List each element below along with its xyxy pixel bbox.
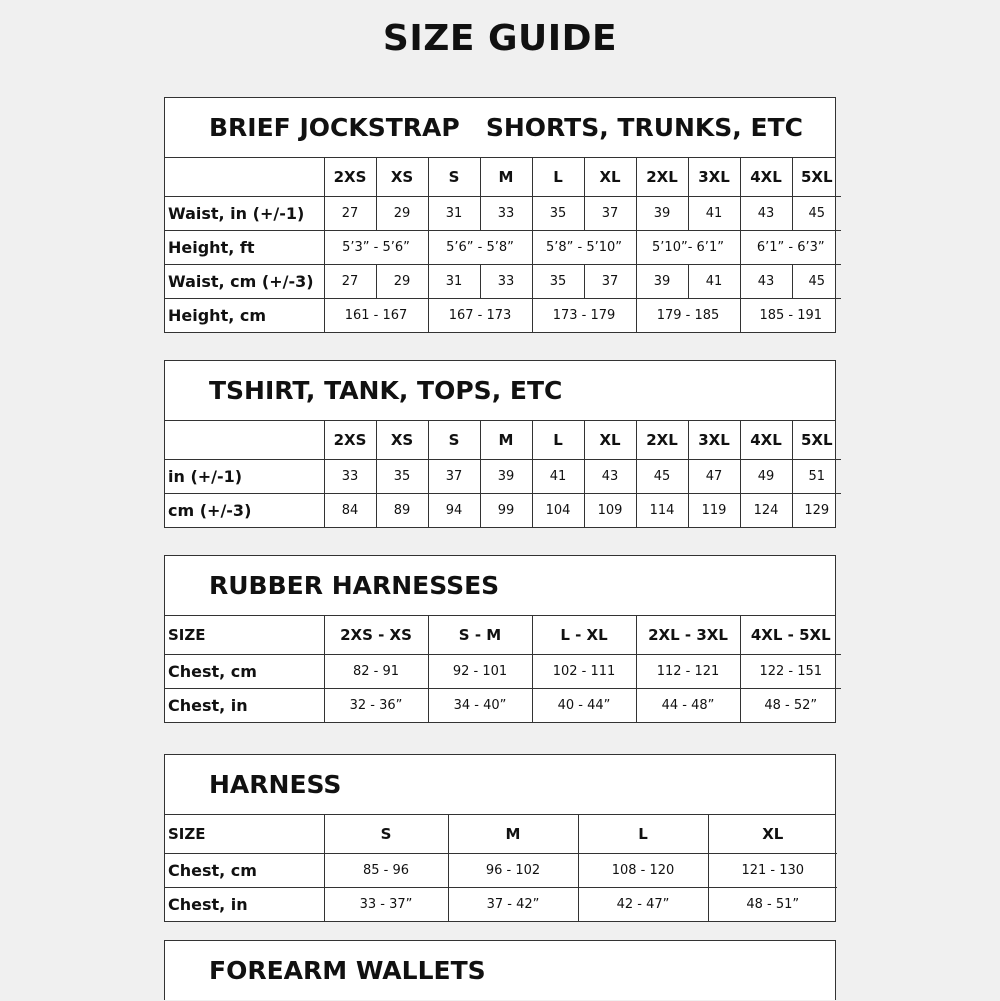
table-row [165,459,841,493]
table-cell: 35 [376,459,428,493]
table-row [165,688,841,722]
size-header: 2XL - 3XL [636,616,740,654]
table-row [165,298,841,332]
table-cell: 179 - 185 [636,298,740,332]
row-label: in (+/-1) [165,459,324,493]
size-table-harness [165,815,837,921]
size-header: 5XL [792,158,841,196]
size-header: 3XL [688,158,740,196]
size-header: 4XL [740,158,792,196]
size-header: 2XS [324,158,376,196]
table-row [165,493,841,527]
table-cell: 109 [584,493,636,527]
table-row [165,887,837,921]
table-cell: 5’6” - 5’8” [428,230,532,264]
table-cell: 82 - 91 [324,654,428,688]
table-cell: 121 - 130 [708,853,837,887]
size-header: XS [376,421,428,459]
row-label: cm (+/-3) [165,493,324,527]
table-cell: 37 [584,196,636,230]
size-header: S [324,815,448,853]
table-cell: 31 [428,196,480,230]
table-cell: 119 [688,493,740,527]
table-cell: 185 - 191 [759,307,823,323]
table-cell: 6’1” - 6’3” [740,230,841,264]
table-cell: 39 [636,196,688,230]
row-label: Chest, in [165,688,324,722]
table-cell: 48 - 52” [764,697,818,713]
table-row [165,654,841,688]
table-cell: 96 - 102 [448,853,578,887]
table-row [165,853,837,887]
table-cell: 92 - 101 [428,654,532,688]
size-table-tshirt [165,421,841,527]
table-cell: 49 [740,459,792,493]
table-cell: 44 - 48” [636,688,740,722]
size-header: L [578,815,708,853]
size-header: XL [584,421,636,459]
table-cell: 43 [740,264,792,298]
table-cell: 42 - 47” [578,887,708,921]
section-brief [164,97,836,333]
table-cell: 51 [792,459,841,493]
table-row [165,196,841,230]
table-cell: 99 [480,493,532,527]
size-label: SIZE [165,815,324,853]
table-cell: 89 [376,493,428,527]
table-cell: 35 [532,196,584,230]
table-cell: 27 [324,264,376,298]
section-rubber-harnesses [164,555,836,723]
table-cell: 39 [480,459,532,493]
size-header: M [480,421,532,459]
size-table-brief [165,158,841,332]
table-cell: 31 [428,264,480,298]
table-cell: 112 - 121 [636,654,740,688]
size-header: S [428,421,480,459]
table-cell: 29 [376,264,428,298]
size-header: M [480,158,532,196]
size-header: 2XS - XS [324,616,428,654]
size-header: 2XL [636,158,688,196]
section-forearm-wallets [164,940,836,1000]
table-cell: 161 - 167 [324,298,428,332]
section-tshirt [164,360,836,528]
table-cell: 35 [532,264,584,298]
table-cell: 48 - 51” [746,896,800,912]
table-cell: 45 [792,264,841,298]
size-header: 5XL [792,421,841,459]
size-header: M [448,815,578,853]
table-cell: 41 [688,196,740,230]
row-label: Chest, cm [165,853,324,887]
table-cell: 40 - 44” [532,688,636,722]
table-cell: 114 [636,493,688,527]
size-header: XL [708,815,837,853]
size-header: L - XL [532,616,636,654]
table-cell: 5’10”- 6’1” [636,230,740,264]
row-label: Height, ft [165,230,324,264]
table-cell: 47 [688,459,740,493]
table-cell: 39 [636,264,688,298]
size-header: 4XL - 5XL [740,616,841,654]
table-cell: 41 [532,459,584,493]
table-cell: 104 [532,493,584,527]
table-cell: 41 [688,264,740,298]
row-label: Waist, in (+/-1) [165,196,324,230]
header-empty-cell [165,421,324,459]
table-cell: 43 [584,459,636,493]
table-header-row [165,158,841,196]
table-row [165,264,841,298]
table-cell: 5’8” - 5’10” [532,230,636,264]
table-cell: 33 [480,264,532,298]
table-cell: 85 - 96 [324,853,448,887]
section-title: TSHIRT, TANK, TOPS, ETC [165,361,835,421]
table-row [165,230,841,264]
table-cell: 37 [428,459,480,493]
header-empty-cell [165,158,324,196]
size-header: XL [584,158,636,196]
table-cell: 108 - 120 [578,853,708,887]
table-cell: 33 - 37” [324,887,448,921]
size-header: 4XL [740,421,792,459]
size-header: L [532,158,584,196]
table-cell: 43 [740,196,792,230]
table-cell: 45 [636,459,688,493]
table-cell: 167 - 173 [428,298,532,332]
section-title: FOREARM WALLETS [209,956,486,985]
section-title: BRIEF JOCKSTRAP SHORTS, TRUNKS, ETC [165,98,835,158]
table-cell: 34 - 40” [428,688,532,722]
table-cell: 33 [480,196,532,230]
table-cell: 45 [792,196,841,230]
size-header: 2XS [324,421,376,459]
size-header: S - M [428,616,532,654]
table-cell: 37 - 42” [448,887,578,921]
table-cell: 29 [376,196,428,230]
row-label: Height, cm [165,298,324,332]
table-cell: 33 [324,459,376,493]
page-title: SIZE GUIDE [382,18,618,59]
table-cell: 173 - 179 [532,298,636,332]
row-label: Chest, cm [165,654,324,688]
size-header: 2XL [636,421,688,459]
size-header: 3XL [688,421,740,459]
table-cell: 5’3” - 5’6” [324,230,428,264]
size-label: SIZE [165,616,324,654]
table-header-row [165,616,841,654]
size-table-rubber [165,616,841,722]
table-cell: 32 - 36” [324,688,428,722]
table-cell: 84 [324,493,376,527]
table-cell: 27 [324,196,376,230]
table-header-row [165,815,837,853]
size-header: S [428,158,480,196]
table-cell: 102 - 111 [532,654,636,688]
table-cell: 37 [584,264,636,298]
size-header: L [532,421,584,459]
table-header-row [165,421,841,459]
table-cell: 129 [804,502,830,518]
section-harness [164,754,836,922]
table-cell: 124 [740,493,792,527]
row-label: Waist, cm (+/-3) [165,264,324,298]
section-title: RUBBER HARNESSES [165,556,835,616]
table-cell: 122 - 151 [740,654,841,688]
row-label: Chest, in [165,887,324,921]
table-cell: 94 [428,493,480,527]
size-header: XS [376,158,428,196]
section-title: HARNESS [165,755,835,815]
